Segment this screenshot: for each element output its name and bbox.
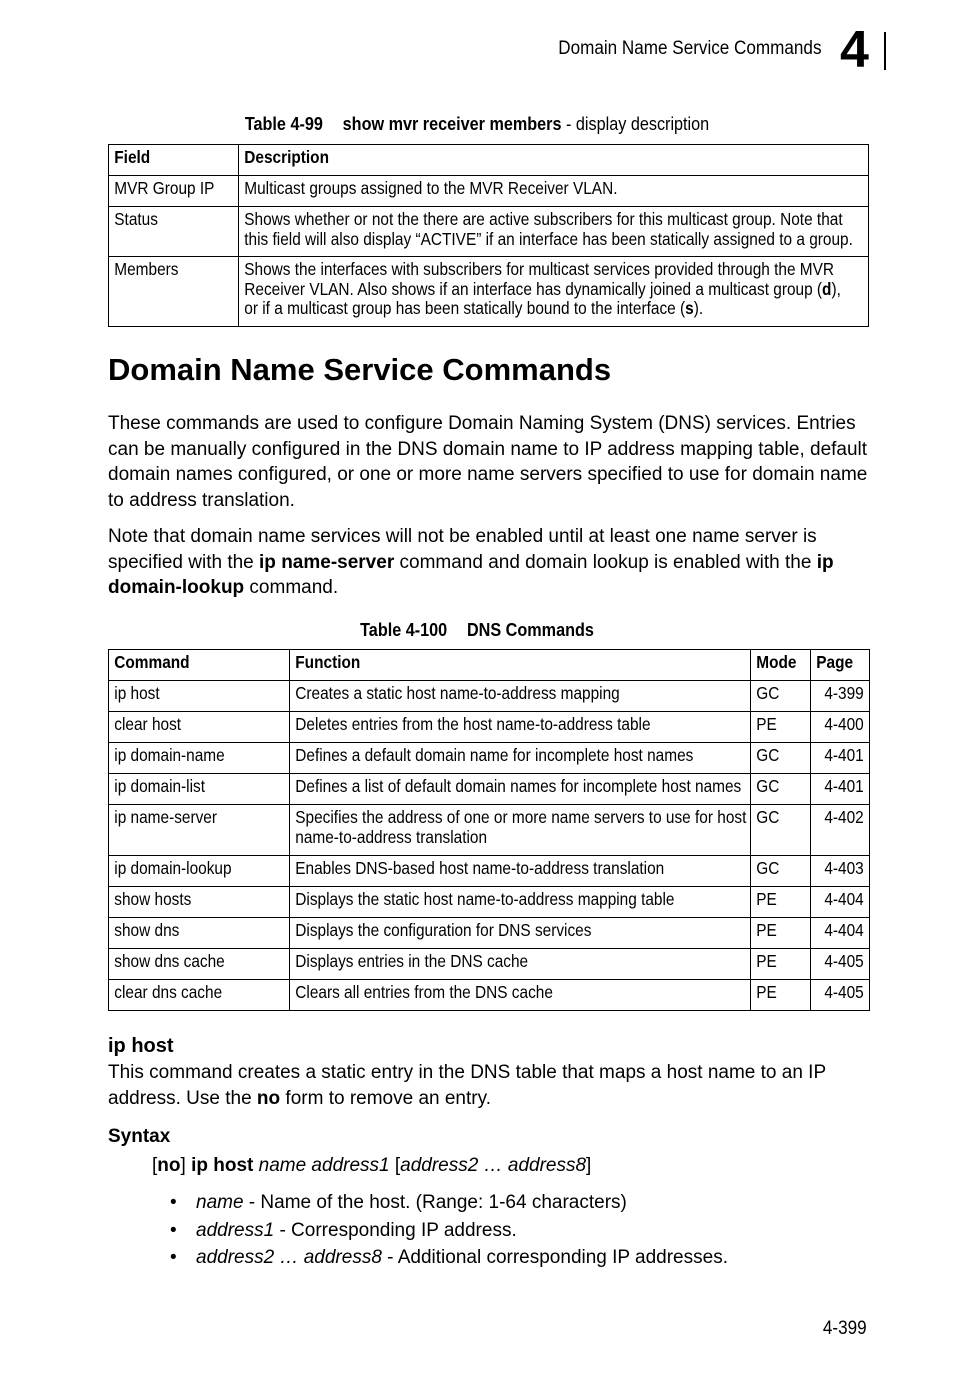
table-99-caption-rest: - display description (561, 114, 710, 134)
table-row (109, 949, 870, 980)
command-ref: ip domain-lookup (108, 551, 834, 598)
field-cell: Members (114, 259, 179, 279)
page-cell: 4-400 (824, 714, 864, 734)
parameter-desc: - Name of the host. (Range: 1-64 characters) (243, 1192, 627, 1213)
paragraph-text: form to remove an entry. (280, 1087, 491, 1109)
table-99-caption (48, 114, 907, 135)
page-cell: 4-401 (824, 745, 864, 765)
paragraph-text: command and domain lookup is enabled with the (394, 551, 817, 573)
dns-commands-table (108, 649, 870, 1011)
parameter-list (170, 1192, 728, 1275)
list-item (170, 1220, 728, 1248)
command-cell: ip domain-lookup (114, 858, 232, 878)
bullet-icon: • (170, 1247, 177, 1268)
table-100-number: Table 4-100 (360, 620, 448, 640)
command-cell: ip domain-list (114, 776, 206, 796)
mode-cell: PE (756, 951, 777, 971)
parameter-name: address1 (196, 1219, 275, 1241)
chapter-number: 4 (840, 21, 869, 79)
mode-cell: PE (756, 982, 777, 1002)
syntax-args: name address1 (253, 1155, 395, 1176)
command-cell: ip name-server (114, 807, 217, 827)
function-cell: Specifies the address of one or more name servers to use for host (295, 807, 747, 827)
page-cell: 4-401 (824, 776, 864, 796)
ip-host-description (108, 1060, 878, 1111)
table-row (109, 887, 870, 918)
description-cell: Multicast groups assigned to the MVR Receiver VLAN. (244, 178, 618, 198)
chapter-divider (884, 32, 886, 70)
syntax-no: no (157, 1155, 181, 1176)
field-cell: Status (114, 209, 158, 229)
page-cell: 4-405 (824, 982, 864, 1002)
command-cell: clear host (114, 714, 182, 734)
description-line: Shows whether or not the there are active subscribers for this multicast group. Note that (244, 209, 843, 229)
syntax-line (152, 1155, 591, 1177)
table-100-caption (48, 620, 907, 641)
table-row (109, 743, 870, 774)
column-header: Mode (756, 652, 797, 672)
mode-cell: GC (756, 858, 780, 878)
section-title: Domain Name Service Commands (108, 352, 612, 387)
function-cell: Deletes entries from the host name-to-address table (295, 714, 651, 734)
static-flag: s (685, 298, 694, 318)
list-item (170, 1247, 728, 1275)
description-line: this field will also display “ACTIVE” if an interface has been statically assigned to a group. (244, 228, 853, 249)
intro-paragraph: These commands are used to configure Domain Naming System (DNS) services. Entries can be manually configured in the DNS domain name to IP address mapping table, default domain names configured, or one or more name servers specified to use for domain name to address translation. (108, 413, 868, 511)
command-cell: clear dns cache (114, 982, 223, 1002)
description-text: Receiver VLAN. Also shows if an interface has dynamically joined a multicast group ( (244, 278, 823, 299)
table-row (109, 712, 870, 743)
table-header-row (109, 145, 869, 176)
note-paragraph (108, 524, 878, 601)
page-cell: 4-405 (824, 951, 864, 971)
parameter-name: address2 … address8 (196, 1247, 382, 1268)
mode-cell: GC (756, 807, 780, 827)
table-100-title: DNS Commands (466, 620, 594, 640)
page-cell: 4-404 (824, 920, 864, 940)
command-cell: show hosts (114, 889, 192, 909)
mvr-members-table (108, 144, 869, 327)
table-row (109, 257, 869, 327)
mode-cell: GC (756, 776, 780, 796)
parameter-desc: - Corresponding IP address. (274, 1219, 517, 1241)
mode-cell: PE (756, 920, 777, 940)
dynamic-flag: d (822, 278, 832, 299)
mode-cell: GC (756, 745, 780, 765)
mode-cell: PE (756, 714, 777, 734)
command-ref: ip name-server (259, 551, 395, 573)
description-text: ), (831, 278, 841, 299)
table-row (109, 176, 869, 207)
description-line (239, 278, 841, 300)
table-row (109, 980, 870, 1011)
syntax-command: ip host (191, 1155, 254, 1176)
page-cell: 4-403 (824, 858, 864, 878)
parameter-desc: - Additional corresponding IP addresses. (381, 1247, 728, 1268)
command-cell: ip host (114, 683, 160, 703)
bullet-icon: • (170, 1192, 177, 1213)
table-header-row (109, 650, 870, 681)
column-header: Page (816, 652, 854, 672)
description-text: or if a multicast group has been statically bound to the interface ( (244, 298, 686, 318)
bracket: ] (180, 1155, 192, 1176)
table-row (109, 856, 870, 887)
paragraph-text: This command creates a static entry in the DNS table that maps a host name to an IP address. Use the (108, 1062, 826, 1109)
table-row (109, 805, 870, 856)
syntax-heading: Syntax (108, 1126, 171, 1147)
description-line: Shows the interfaces with subscribers for multicast services provided through the MVR (244, 259, 835, 279)
command-cell: show dns (114, 920, 180, 940)
function-cell: Clears all entries from the DNS cache (295, 982, 553, 1002)
page-cell: 4-404 (824, 889, 864, 909)
function-cell: Enables DNS-based host name-to-address translation (295, 858, 665, 878)
function-cell: Displays entries in the DNS cache (295, 951, 529, 971)
function-cell: Displays the configuration for DNS services (295, 920, 592, 940)
bracket: [ (152, 1155, 158, 1176)
table-99-command: show mvr receiver members (342, 114, 562, 134)
page-number: 4-399 (823, 1318, 867, 1339)
running-header: Domain Name Service Commands (557, 38, 821, 59)
table-row (109, 207, 869, 257)
description-text: ). (693, 298, 704, 318)
function-cell: Displays the static host name-to-address mapping table (295, 889, 675, 909)
column-header: Command (114, 652, 190, 672)
column-header: Function (295, 652, 361, 672)
chapter-tab (840, 21, 886, 79)
bracket: [ (394, 1155, 401, 1176)
table-row (109, 774, 870, 805)
list-item (170, 1192, 728, 1220)
paragraph-text: command. (244, 577, 339, 598)
column-header: Field (114, 147, 151, 167)
ip-host-heading: ip host (108, 1035, 174, 1057)
page-cell: 4-402 (824, 807, 864, 827)
mode-cell: GC (756, 683, 780, 703)
table-row (109, 681, 870, 712)
command-cell: ip domain-name (114, 745, 225, 765)
parameter-name: name (196, 1192, 244, 1213)
bracket: ] (586, 1155, 592, 1176)
table-99-number: Table 4-99 (244, 114, 323, 134)
description-line (239, 299, 793, 319)
syntax-optional-args: address2 … address8 (400, 1155, 587, 1176)
paragraph-text: Note that domain name services will not be enabled until at least one name server is specified with the (108, 526, 817, 573)
function-cell: Creates a static host name-to-address mapping (295, 683, 620, 703)
command-cell: show dns cache (114, 951, 225, 971)
table-row (109, 918, 870, 949)
command-ref: no (256, 1087, 281, 1109)
bullet-icon: • (170, 1219, 177, 1241)
function-cell: name-to-address translation (295, 826, 488, 847)
function-cell: Defines a default domain name for incomplete host names (295, 745, 694, 765)
mode-cell: PE (756, 889, 777, 909)
field-cell: MVR Group IP (114, 178, 215, 198)
page-cell: 4-399 (824, 683, 864, 703)
column-header: Description (244, 147, 330, 167)
function-cell: Defines a list of default domain names for incomplete host names (295, 776, 742, 796)
